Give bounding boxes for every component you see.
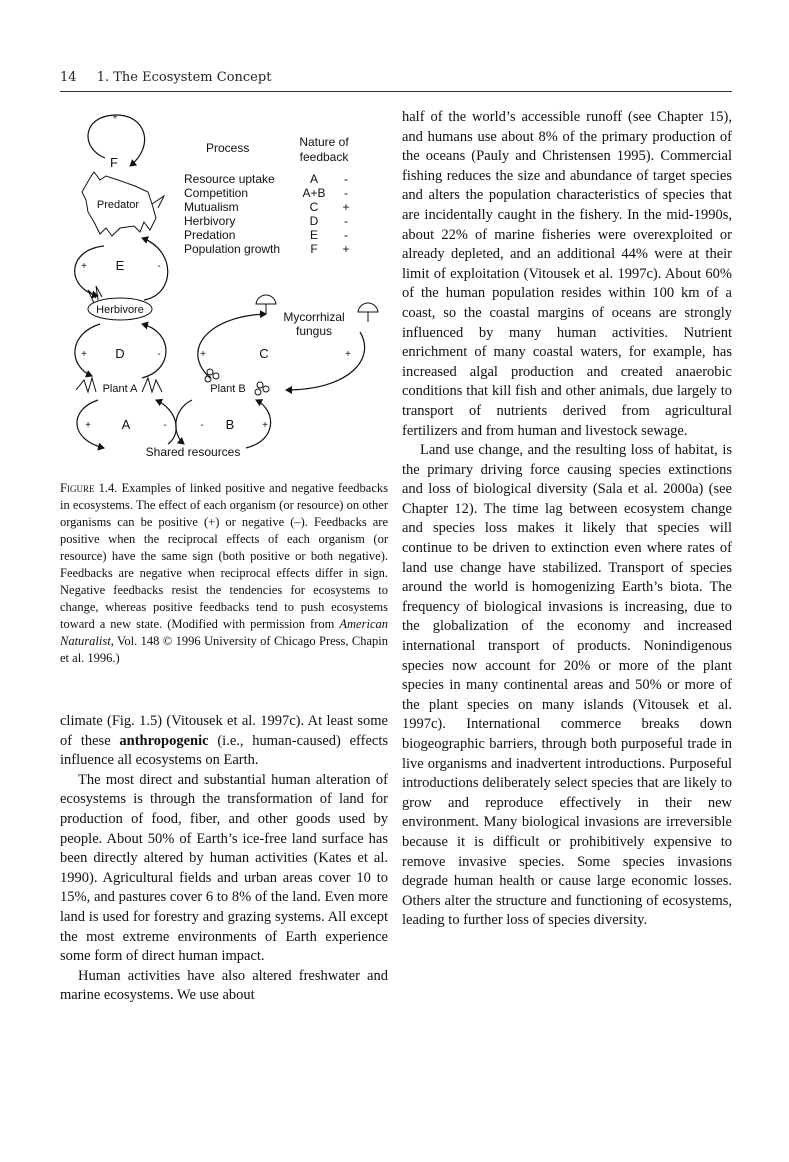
loop-d-left — [75, 324, 100, 376]
loop-b-minus: - — [200, 420, 204, 431]
table-sign: - — [344, 172, 348, 186]
loop-e-plus: + — [81, 261, 87, 272]
mycorrhizal-label-1: Mycorrhizal — [283, 310, 345, 324]
table-sign: - — [344, 214, 348, 228]
loop-a-minus: - — [163, 420, 167, 431]
loop-e-label: E — [115, 258, 125, 273]
table-header-process: Process — [206, 141, 250, 155]
mycorrhizal-label-2: fungus — [295, 324, 333, 338]
caption-text: Examples of linked positive and negative feedbacks in ecosystems. The effect of each organism (or resource) on other organisms can be positive (+) or negative (–). Feedbacks are positive when the reciprocal effects of each organism (or resource) have the same sign (both positive or both negative). Feedbacks are negative when reciprocal effects differ in sign. Negative feedbacks resist the tendencies for ecosystems to change, whereas positive feedbacks tend to push ecosystems toward a new state. (Modified with permission from — [60, 481, 388, 631]
loop-d-minus: - — [157, 349, 161, 360]
running-title: 1. The Ecosystem Concept — [96, 70, 272, 85]
table-process: Resource uptake — [184, 172, 275, 186]
plant-a-label: Plant A — [102, 383, 138, 395]
loop-c-label: C — [259, 346, 269, 361]
table-sign: + — [342, 242, 350, 256]
table-header-nature-2: feedback — [299, 150, 349, 164]
left-p1-text: climate (Fig. 1.5) (Vitousek et al. 1997c). At least some of these — [60, 713, 388, 749]
loop-d-label: D — [115, 346, 125, 361]
table-letter: F — [310, 242, 318, 256]
table-process: Population growth — [184, 242, 281, 256]
loop-f-label: F — [110, 155, 118, 170]
left-p1-text-2: (i.e., human-caused) effects influence all ecosystems on Earth. — [60, 732, 388, 769]
table-header-nature-1: Nature of — [299, 135, 349, 149]
loop-d-plus: + — [81, 349, 87, 360]
process-table — [184, 172, 350, 256]
term-anthropogenic: anthropogenic — [119, 732, 209, 749]
loop-a-plus: + — [85, 420, 91, 431]
loop-c-plus-left: + — [200, 349, 206, 360]
loop-c-bottom — [286, 332, 365, 390]
predator-label: Predator — [96, 199, 140, 211]
loop-e-right — [142, 238, 168, 300]
table-process: Competition — [184, 186, 249, 200]
table-sign: + — [342, 200, 350, 214]
left-paragraph-2: The most direct and substantial human alteration of ecosystems is through the transformation of land for production of food, fiber, and other goods used by people. About 50% of Earth’s ice-free land surface has been directly altered by human activities (Kates et al. 1990). Agricultural fields and urban areas cover 10 to 15%, and pastures cover 6 to 8% of the land. Even more land is used for forestry and grazing systems. All except the most extreme environments of Earth experience some form of direct human impact. — [60, 771, 388, 965]
loop-b-label: B — [225, 417, 235, 432]
loop-a-label: A — [121, 417, 131, 432]
table-letter: D — [309, 214, 319, 228]
left-paragraph-1 — [60, 712, 388, 771]
loop-b-left — [176, 400, 192, 444]
loop-b-plus: + — [262, 420, 268, 431]
right-column — [402, 108, 732, 931]
loop-f-sign: + — [112, 112, 118, 122]
loop-e-left — [75, 246, 104, 296]
right-paragraph-1: half of the world’s accessible runoff (see Chapter 15), and humans use about 8% of the primary production of the oceans (Pauly and Christensen 1995). Commercial fishing reduces the size and abundance of target species and alters the population characteristics of species that are incidentally caught in the fishery. In the mid-1990s, about 22% of marine fisheries were overexploited or already depleted, and an additional 44% were at their limit of exploitation (Vitousek et al. 1997c). About 60% of the human population resides within 100 km of a coast, so the coastal margins of oceans are strongly influenced by many human activities. Nutrient enrichment of many coastal waters, for example, has increased algal production and created anaerobic conditions that kill fish and other animals, due largely to transport of nutrients derived from agricultural fertilizers and from human and livestock sewage. — [402, 109, 732, 439]
figure-caption — [60, 480, 388, 667]
table-letter: A+B — [302, 186, 326, 200]
table-process: Herbivory — [184, 214, 236, 228]
loop-c-top — [198, 314, 269, 378]
table-sign: - — [344, 228, 348, 242]
caption-text-2: , Vol. 148 © 1996 University of Chicago Press, Chapin et al. 1996.) — [60, 634, 388, 665]
feedback-figure — [60, 100, 390, 475]
table-letter: A — [309, 172, 319, 186]
table-letter: E — [309, 228, 319, 242]
right-paragraph-2: Land use change, and the resulting loss of habitat, is the primary driving force causing species extinctions and loss of biological diversity (Sala et al. 2000a) (see Chapter 12). The time lag between ecosystem change and species loss makes it likely that species will continue to be driven to extinction even where rates of land use change have stabilized. Transport of species around the world is homogenizing Earth’s biota. The frequency of biological invasions is increasing, due to the globalization of the economy and increased international transport of products. Nonindigenous species now account for 20% or more of the plant species in many continental areas and 50% or more of the plant species on many islands (Vitousek et al. 1997c). International commerce breaks down biogeographic barriers, through both purposeful trade in live organisms and inadvertent introductions. Purposeful introductions deliberately select species that are likely to grow and reproduce effectively in their new environment. Many biological invasions are irreversible because it is difficult or prohibitively expensive to remove invasive species. Some species invasions degrade human health or cause large economic losses. Others alter the structure and functioning of ecosystems, leading to further loss of species diversity. — [402, 442, 732, 929]
table-process: Mutualism — [184, 200, 239, 214]
shared-resources-label: Shared resources — [145, 445, 241, 459]
left-paragraph-3: Human activities have also altered freshwater and marine ecosystems. We use about — [60, 967, 388, 1004]
table-process: Predation — [184, 228, 236, 242]
plant-b-label: Plant B — [210, 383, 246, 395]
herbivore-label: Herbivore — [96, 304, 144, 316]
left-column — [60, 712, 388, 1006]
header-rule — [60, 91, 732, 92]
table-letter: C — [309, 200, 319, 214]
table-sign: - — [344, 186, 348, 200]
loop-e-minus: - — [157, 261, 161, 272]
caption-journal: American Naturalist — [60, 617, 388, 648]
page-number: 14 — [60, 70, 77, 85]
loop-c-plus-right: + — [345, 349, 351, 360]
running-header — [60, 70, 271, 85]
caption-label: Figure 1.4. — [60, 481, 118, 495]
loop-d-right — [142, 324, 166, 378]
